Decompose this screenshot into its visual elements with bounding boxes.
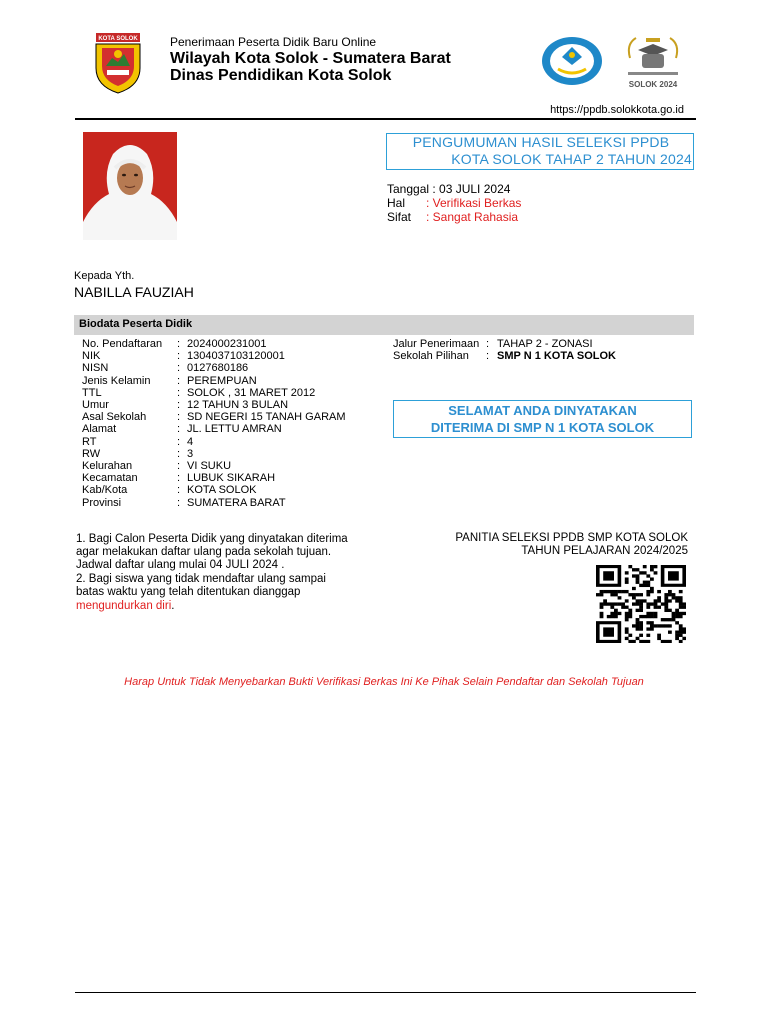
field-label: RW (82, 447, 101, 460)
distribution-warning: Harap Untuk Tidak Menyebarkan Bukti Verifikasi Berkas Ini Ke Pihak Selain Pendaftar dan Sekolah Tujuan (124, 676, 644, 688)
biodata-title: Biodata Peserta Didik (79, 318, 193, 330)
field-label: TTL (82, 386, 102, 399)
note-line: Jadwal daftar ulang mulai 04 JULI 2024 . (76, 559, 285, 571)
field-label: Asal Sekolah (82, 411, 147, 424)
acceptance-line1: SELAMAT ANDA DINYATAKAN (448, 403, 637, 418)
field-label: Jalur Penerimaan (393, 338, 480, 350)
subject-value: : Verifikasi Berkas (426, 196, 522, 210)
field-label: RT (82, 435, 97, 448)
field-value: JL. LETTU AMRAN (187, 423, 282, 436)
note-line: batas waktu yang telah ditentukan dianggap (76, 586, 301, 598)
ppdb-logo-label: SOLOK 2024 (628, 80, 678, 89)
note-line: 2. Bagi siswa yang tidak mendaftar ulang sampai (76, 573, 326, 585)
ppdb-solok-2024-logo (622, 34, 684, 92)
field-label: NISN (82, 362, 109, 375)
field-value: 3 (187, 447, 194, 460)
field-label: Kelurahan (82, 460, 133, 472)
withdrawal-warning: mengundurkan diri (76, 600, 172, 612)
student-photo (83, 132, 177, 240)
kota-solok-crest-logo (92, 32, 144, 94)
committee-year: TAHUN PELAJARAN 2024/2025 (521, 545, 688, 557)
field-label: Sekolah Pilihan (393, 350, 469, 363)
note-line: agar melakukan daftar ulang pada sekolah tujuan. (76, 546, 332, 558)
subject-label: Hal (387, 196, 406, 210)
announcement-title-line2: KOTA SOLOK TAHAP 2 TAHUN 2024 (451, 151, 692, 167)
field-label: No. Pendaftaran (82, 338, 163, 350)
field-value: SMP N 1 KOTA SOLOK (497, 350, 616, 363)
website-url: https://ppdb.solokkota.go.id (550, 104, 684, 116)
field-label: Umur (82, 399, 109, 411)
field-value: 2024000231001 (187, 338, 267, 350)
field-label: Kecamatan (82, 472, 138, 485)
field-value: 1304037103120001 (187, 350, 285, 363)
note-line: 1. Bagi Calon Peserta Didik yang dinyatakan diterima (76, 533, 348, 545)
header-subtitle: Penerimaan Peserta Didik Baru Online (170, 35, 377, 49)
nature-label: Sifat (387, 210, 412, 224)
announcement-title-line1: PENGUMUMAN HASIL SELEKSI PPDB (412, 134, 670, 150)
tut-wuri-handayani-logo (540, 35, 604, 87)
header-divider (75, 118, 696, 120)
field-label: NIK (82, 350, 101, 363)
field-value: LUBUK SIKARAH (187, 472, 276, 485)
field-value: TAHAP 2 - ZONASI (497, 338, 593, 350)
footer-divider (75, 992, 696, 993)
field-label: Jenis Kelamin (82, 374, 151, 387)
verification-qr-code[interactable] (596, 565, 686, 643)
field-value: PEREMPUAN (187, 374, 257, 387)
recipient-name: NABILLA FAUZIAH (74, 284, 194, 300)
svg-text:KOTA SOLOK: KOTA SOLOK (98, 36, 138, 42)
nature-value: : Sangat Rahasia (426, 210, 519, 224)
field-value: SUMATERA BARAT (187, 496, 286, 509)
field-value: SD NEGERI 15 TANAH GARAM (187, 411, 346, 424)
note-line-final: mengundurkan diri. (76, 600, 175, 612)
field-label: Kab/Kota (82, 484, 128, 497)
field-value: KOTA SOLOK (187, 484, 257, 497)
field-label: Provinsi (82, 496, 122, 509)
acceptance-line2: DITERIMA DI SMP N 1 KOTA SOLOK (430, 420, 655, 435)
recipient-salutation: Kepada Yth. (74, 270, 135, 282)
field-value: 0127680186 (187, 362, 249, 375)
field-value: SOLOK , 31 MARET 2012 (187, 386, 316, 399)
header-title-agency: Dinas Pendidikan Kota Solok (170, 67, 392, 84)
announcement-date: Tanggal : 03 JULI 2024 (387, 182, 511, 196)
field-label: Alamat (82, 423, 117, 436)
header-title-region: Wilayah Kota Solok - Sumatera Barat (170, 50, 451, 67)
committee-name: PANITIA SELEKSI PPDB SMP KOTA SOLOK (455, 532, 688, 544)
field-value: 4 (187, 435, 194, 448)
field-value: 12 TAHUN 3 BULAN (187, 399, 289, 411)
field-value: VI SUKU (187, 460, 232, 472)
